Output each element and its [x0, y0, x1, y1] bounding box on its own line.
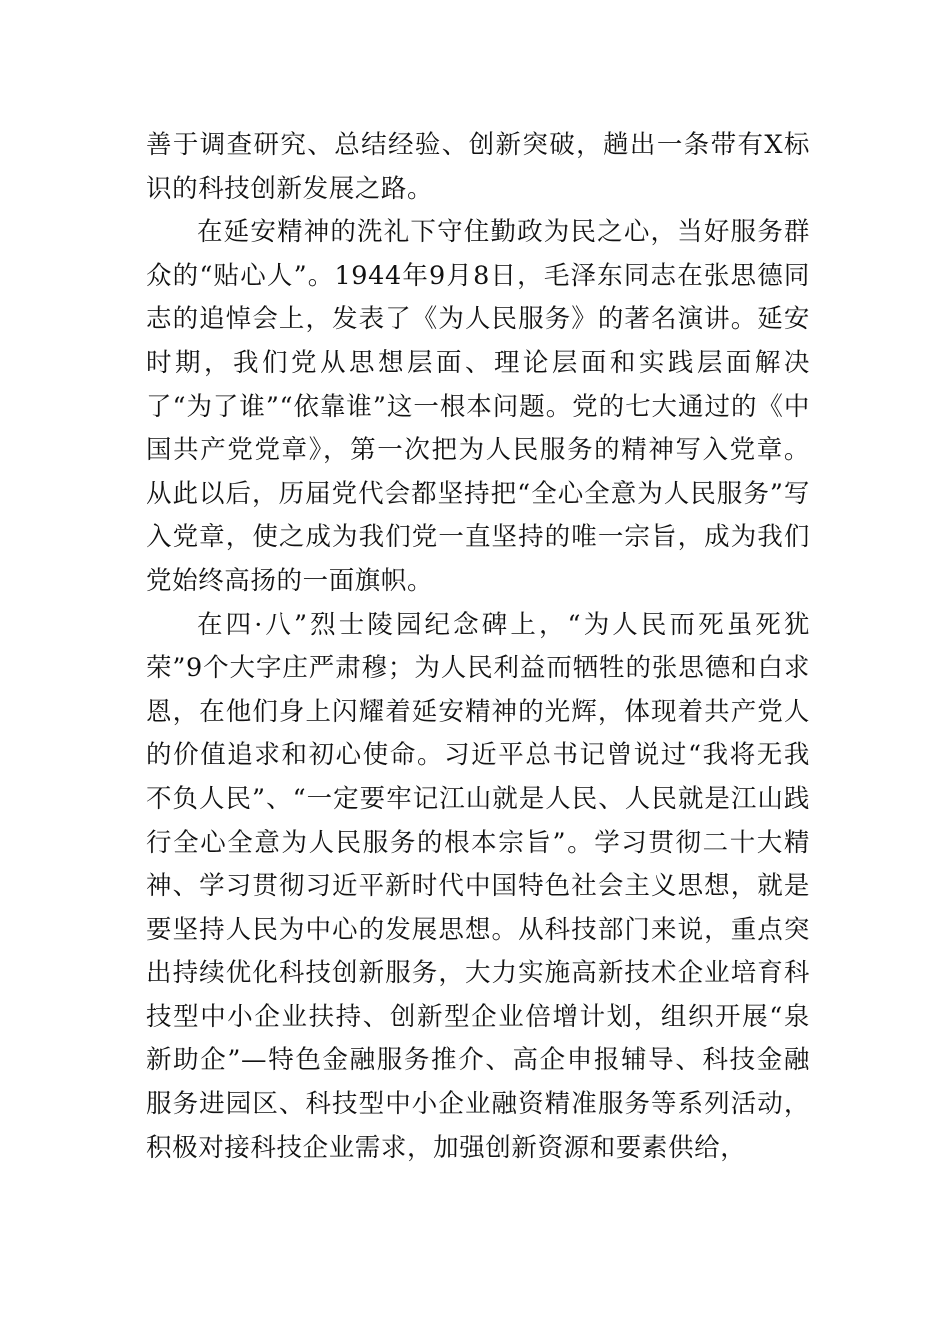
paragraph-1: 善于调查研究、总结经验、创新突破，趟出一条带有X标识的科技创新发展之路。	[146, 130, 810, 204]
paragraph-2: 在延安精神的洗礼下守住勤政为民之心，当好服务群众的“贴心人”。1944年9月8日，毛泽东同志在张思德同志的追悼会上，发表了《为人民服务》的著名演讲。延安时期，我们党从思想层面、理论层面和实践层面解决了“为了谁”“依靠谁”这一根本问题。党的七大通过的《中国共产党党章》，第一次把为人民服务的精神写入党章。从此以后，历届党代会都坚持把“全心全意为人民服务”写入党章，使之成为我们党一直坚持的唯一宗旨，成为我们党始终高扬的一面旗帜。	[146, 217, 810, 596]
document-body	[146, 124, 810, 1170]
paragraph-3: 在四·八”烈士陵园纪念碑上，“为人民而死虽死犹荣”9个大字庄严肃穆；为人民利益而牺牲的张思德和白求恩，在他们身上闪耀着延安精神的光辉，体现着共产党人的价值追求和初心使命。习近平总书记曾说过“我将无我不负人民”、“一定要牢记江山就是人民、人民就是江山践行全心全意为人民服务的根本宗旨”。学习贯彻二十大精神、学习贯彻习近平新时代中国特色社会主义思想，就是要坚持人民为中心的发展思想。从科技部门来说，重点突出持续优化科技创新服务，大力实施高新技术企业培育科技型中小企业扶持、创新型企业倍增计划，组织开展“泉新助企”—特色金融服务推介、高企申报辅导、科技金融服务进园区、科技型中小企业融资精准服务等系列活动，积极对接科技企业需求，加强创新资源和要素供给，	[146, 609, 810, 1163]
